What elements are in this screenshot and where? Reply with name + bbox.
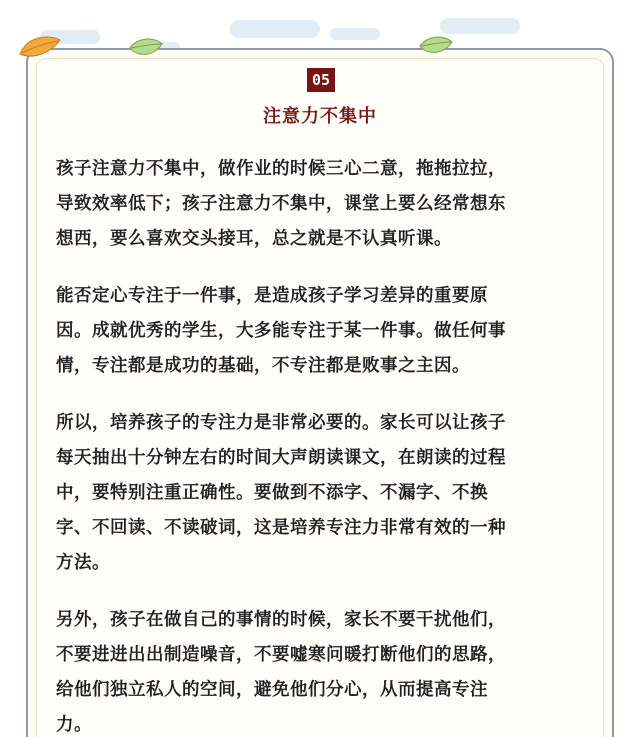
cloud-icon xyxy=(440,18,520,34)
paragraph-line: 导致效率低下；孩子注意力不集中，课堂上要么经常想东 xyxy=(56,194,506,214)
paragraph-line: 想西，要么喜欢交头接耳，总之就是不认真听课。 xyxy=(56,229,452,249)
paragraph-3 xyxy=(56,406,596,581)
paragraph-line: 不要进进出出制造噪音，不要嘘寒问暖打断他们的思路， xyxy=(56,645,506,665)
paragraph-line: 每天抽出十分钟左右的时间大声朗读课文，在朗读的过程 xyxy=(56,448,506,468)
paragraph-line: 力。 xyxy=(56,715,92,735)
green-leaf-icon xyxy=(128,36,164,58)
paragraph-4 xyxy=(56,603,596,737)
paragraph-line: 情，专注都是成功的基础，不专注都是败事之主因。 xyxy=(56,356,470,376)
cloud-icon xyxy=(330,28,380,40)
section-number-badge: 05 xyxy=(307,68,335,92)
paragraph-line: 方法。 xyxy=(56,553,110,573)
orange-leaf-icon xyxy=(18,34,62,60)
paragraph-line: 能否定心专注于一件事，是造成孩子学习差异的重要原 xyxy=(56,286,488,306)
paragraph-1 xyxy=(56,152,596,257)
paragraph-line: 所以，培养孩子的专注力是非常必要的。家长可以让孩子 xyxy=(56,413,506,433)
paragraph-2 xyxy=(56,279,596,384)
paragraph-line: 给他们独立私人的空间，避免他们分心，从而提高专注 xyxy=(56,680,488,700)
paragraph-line: 中，要特别注重正确性。要做到不添字、不漏字、不换 xyxy=(56,483,488,503)
article-body xyxy=(56,152,596,737)
paragraph-line: 因。成就优秀的学生，大多能专注于某一件事。做任何事 xyxy=(56,321,506,341)
paragraph-line: 另外，孩子在做自己的事情的时候，家长不要干扰他们， xyxy=(56,610,506,630)
paragraph-line: 孩子注意力不集中，做作业的时候三心二意，拖拖拉拉， xyxy=(56,159,506,179)
green-leaf-icon xyxy=(418,34,454,56)
cloud-icon xyxy=(230,20,320,38)
paragraph-line: 字、不回读、不读破词，这是培养专注力非常有效的一种 xyxy=(56,518,506,538)
section-title: 注意力不集中 xyxy=(263,106,377,127)
